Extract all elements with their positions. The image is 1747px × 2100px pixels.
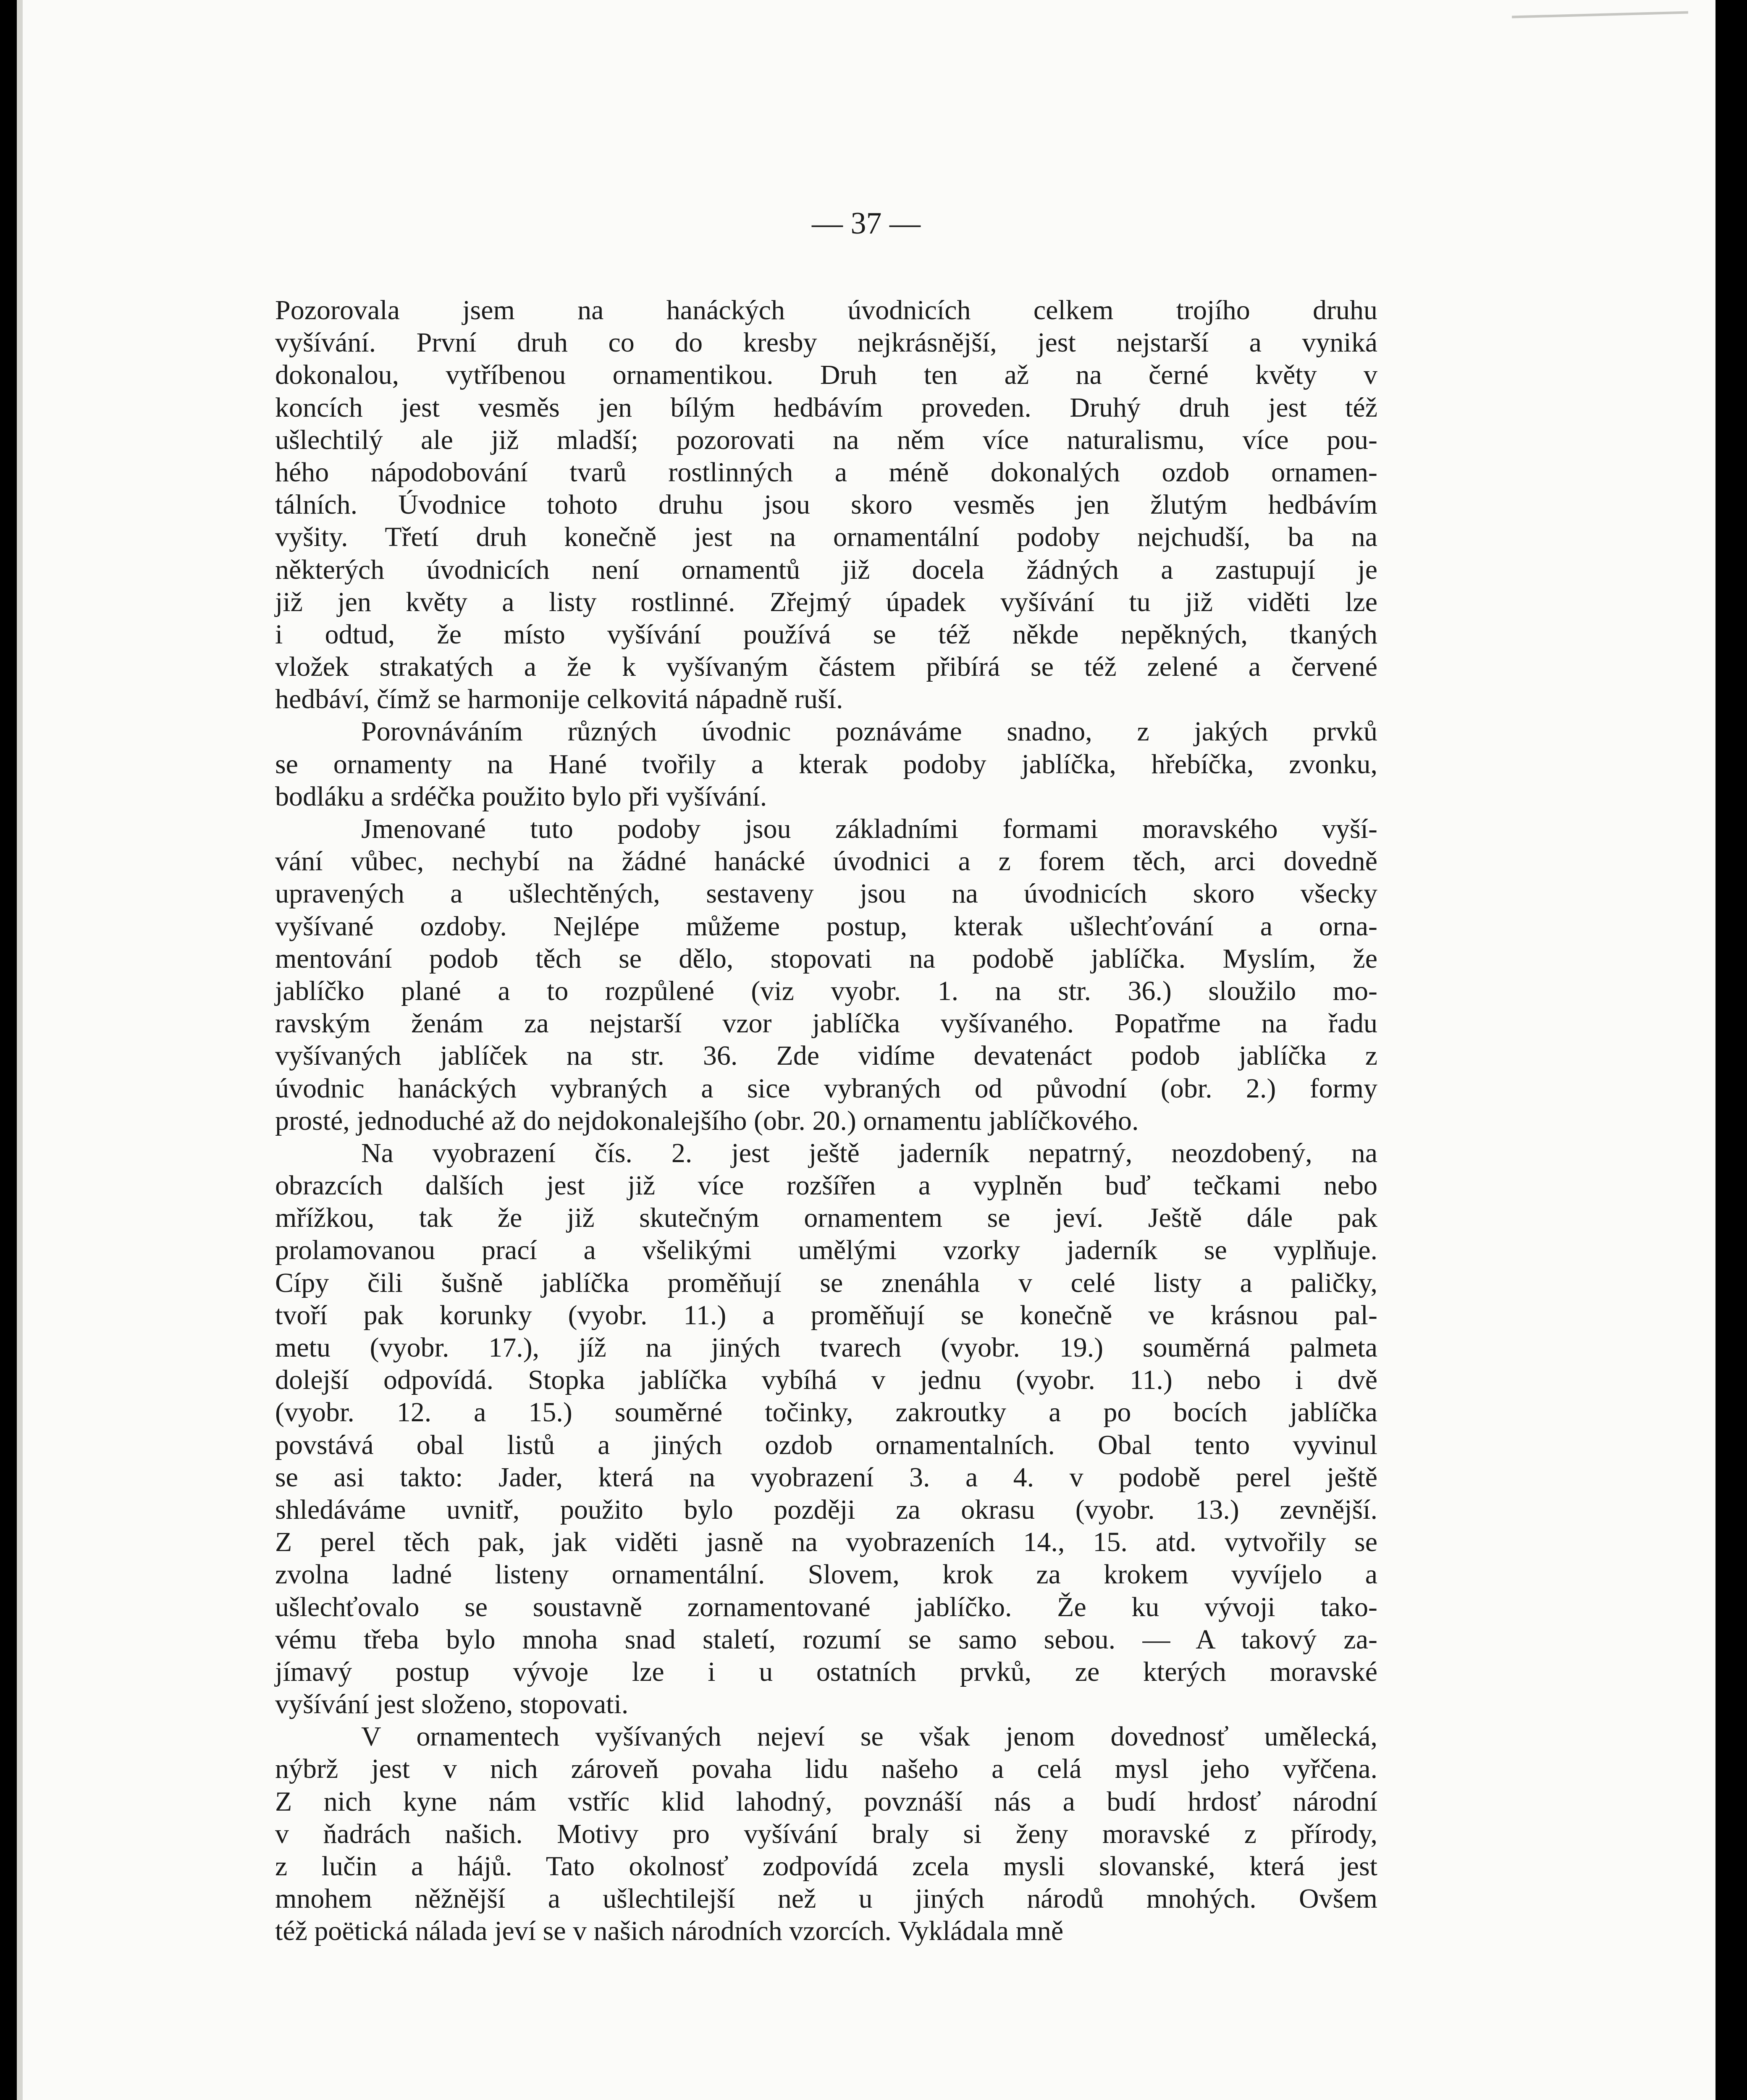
text-line: dokonalou, vytříbenou ornamentikou. Druh ten až na černé květy v bbox=[275, 360, 1377, 391]
text-line: některých úvodnicích není ornamentů již docela žádných a zastupují je bbox=[275, 554, 1377, 585]
text-line: metu (vyobr. 17.), jíž na jiných tvarech (vyobr. 19.) souměrná palmeta bbox=[275, 1332, 1377, 1363]
text-line: obrazcích dalších jest již více rozšířen a vyplněn buď tečkami nebo bbox=[275, 1170, 1377, 1201]
text-line: vyšívání jest složeno, stopovati. bbox=[275, 1689, 629, 1720]
text-line: vyšívání. První druh co do kresby nejkrásnější, jest nejstarší a vyniká bbox=[275, 327, 1377, 358]
paragraph bbox=[275, 1137, 1377, 1720]
text-line: vložek strakatých a že k vyšívaným částem přibírá se též zelené a červené bbox=[275, 651, 1377, 682]
text-line: z lučin a hájů. Tato okolnosť zodpovídá zcela mysli slovanské, která jest bbox=[275, 1851, 1377, 1882]
text-line: úvodnic hanáckých vybraných a sice vybraných od původní (obr. 2.) formy bbox=[275, 1073, 1377, 1104]
text-line: Cípy čili šušně jablíčka proměňují se znenáhla v celé listy a paličky, bbox=[275, 1267, 1377, 1298]
body-text bbox=[275, 294, 1377, 1948]
text-line: ravským ženám za nejstarší vzor jablíčka vyšívaného. Popatřme na řadu bbox=[275, 1008, 1377, 1039]
text-line: vyšívaných jablíček na str. 36. Zde vidíme devatenáct podob jablíčka z bbox=[275, 1040, 1377, 1071]
text-line: tvoří pak korunky (vyobr. 11.) a proměňují se konečně ve krásnou pal- bbox=[275, 1299, 1377, 1331]
text-line: vyšity. Třetí druh konečně jest na ornamentální podoby nejchudší, ba na bbox=[275, 522, 1377, 553]
text-line: dolejší odpovídá. Stopka jablíčka vybíhá v jednu (vyobr. 11.) nebo i dvě bbox=[275, 1365, 1377, 1396]
text-line: mnohem něžnější a ušlechtilejší než u jiných národů mnohých. Ovšem bbox=[275, 1883, 1377, 1914]
text-line: Porovnáváním různých úvodnic poznáváme snadno, z jakých prvků bbox=[361, 716, 1377, 747]
text-line: bodláku a srdéčka použito bylo při vyšívání. bbox=[275, 781, 767, 812]
text-line: též poëtická nálada jeví se v našich národních vzorcích. Vykládala mně bbox=[275, 1916, 1064, 1947]
text-line: prolamovanou prací a všelikými umělými vzorky jaderník se vyplňuje. bbox=[275, 1235, 1377, 1266]
text-line: hého nápodobování tvarů rostlinných a méně dokonalých ozdob ornamen- bbox=[275, 457, 1377, 488]
text-line: (vyobr. 12. a 15.) souměrné točinky, zakroutky a po bocích jablíčka bbox=[275, 1397, 1377, 1428]
page-edge bbox=[17, 0, 23, 2100]
text-line: povstává obal listů a jiných ozdob ornamentalních. Obal tento vyvinul bbox=[275, 1429, 1377, 1460]
text-line: vému třeba bylo mnoha snad staletí, rozumí se samo sebou. — A takový za- bbox=[275, 1624, 1377, 1655]
text-line: vání vůbec, nechybí na žádné hanácké úvodnici a z forem těch, arci dovedně bbox=[275, 846, 1377, 877]
text-line: Jmenované tuto podoby jsou základními formami moravského vyší- bbox=[361, 814, 1377, 844]
text-line: ušlechťovalo se soustavně zornamentované jablíčko. Že ku vývoji tako- bbox=[275, 1591, 1377, 1622]
text-line: Z perel těch pak, jak viděti jasně na vyobrazeních 14., 15. atd. vytvořily se bbox=[275, 1527, 1377, 1558]
text-line: jímavý postup vývoje lze i u ostatních prvků, ze kterých moravské bbox=[275, 1656, 1377, 1687]
text-line: jablíčko plané a to rozpůlené (viz vyobr. 1. na str. 36.) sloužilo mo- bbox=[275, 975, 1377, 1006]
book-page bbox=[17, 0, 1716, 2100]
text-line: Na vyobrazení čís. 2. jest ještě jaderník nepatrný, neozdobený, na bbox=[361, 1137, 1377, 1168]
text-line: Pozorovala jsem na hanáckých úvodnicích celkem trojího druhu bbox=[275, 295, 1377, 326]
text-line: upravených a ušlechtěných, sestaveny jsou na úvodnicích skoro všecky bbox=[275, 878, 1377, 909]
text-line: tálních. Úvodnice tohoto druhu jsou skoro vesměs jen žlutým hedbávím bbox=[275, 489, 1377, 520]
text-line: hedbáví, čímž se harmonije celkovitá nápadně ruší. bbox=[275, 684, 843, 715]
page-number: — 37 — bbox=[812, 206, 921, 241]
text-line: mentování podob těch se dělo, stopovati na podobě jablíčka. Myslím, že bbox=[275, 943, 1377, 974]
text-line: vyšívané ozdoby. Nejlépe můžeme postup, kterak ušlechťování a orna- bbox=[275, 911, 1377, 942]
paragraph bbox=[275, 813, 1377, 1137]
text-line: již jen květy a listy rostlinné. Zřejmý úpadek vyšívání tu již viděti lze bbox=[275, 586, 1377, 617]
text-line: mřížkou, tak že již skutečným ornamentem se jeví. Ještě dále pak bbox=[275, 1202, 1377, 1234]
text-line: v ňadrách našich. Motivy pro vyšívání braly si ženy moravské z přírody, bbox=[275, 1818, 1377, 1849]
text-line: shledáváme uvnitř, použito bylo později za okrasu (vyobr. 13.) zevnější. bbox=[275, 1494, 1377, 1525]
text-line: nýbrž jest v nich zároveň povaha lidu našeho a celá mysl jeho vyřčena. bbox=[275, 1754, 1377, 1785]
text-line: i odtud, že místo vyšívání používá se též někde nepěkných, tkaných bbox=[275, 619, 1377, 650]
text-line: se ornamenty na Hané tvořily a kterak podoby jablíčka, hřebíčka, zvonku, bbox=[275, 748, 1377, 780]
text-line: prosté, jednoduché až do nejdokonalejšího (obr. 20.) ornamentu jablíčkového. bbox=[275, 1105, 1139, 1136]
scan-mark bbox=[1512, 11, 1688, 18]
paragraph bbox=[275, 715, 1377, 813]
text-line: ušlechtilý ale již mladší; pozorovati na něm více naturalismu, více pou- bbox=[275, 424, 1377, 455]
paragraph bbox=[275, 294, 1377, 715]
paragraph bbox=[275, 1720, 1377, 1947]
text-line: V ornamentech vyšívaných nejeví se však jenom dovednosť umělecká, bbox=[361, 1721, 1377, 1752]
text-line: koncích jest vesměs jen bílým hedbávím proveden. Druhý druh jest též bbox=[275, 392, 1377, 423]
text-line: se asi takto: Jader, která na vyobrazení 3. a 4. v podobě perel ještě bbox=[275, 1462, 1377, 1493]
text-line: Z nich kyne nám vstříc klid lahodný, povznáší nás a budí hrdosť národní bbox=[275, 1786, 1377, 1817]
text-line: zvolna ladné listeny ornamentální. Slovem, krok za krokem vyvíjelo a bbox=[275, 1559, 1377, 1590]
